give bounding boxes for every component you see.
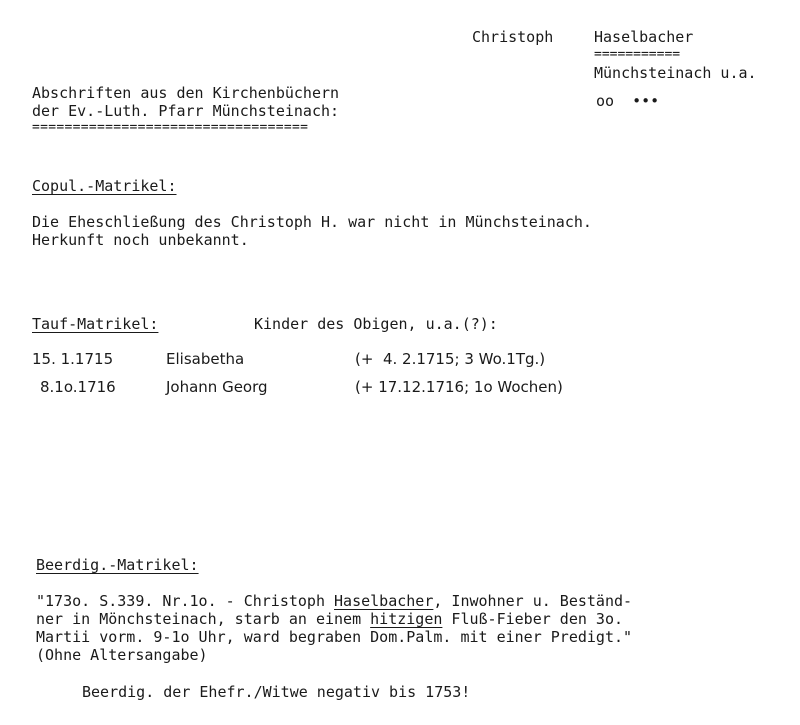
intro-line-1: Abschriften aus den Kirchenbüchern: [32, 84, 340, 102]
quote-hitzigen-underlined: hitzigen: [370, 610, 443, 628]
header-marks: oo •••: [596, 92, 660, 110]
copul-heading: Copul.-Matrikel:: [32, 177, 177, 195]
beerdig-quote-line-4: (Ohne Altersangabe): [36, 646, 208, 664]
header-place: Münchsteinach u.a.: [594, 64, 757, 82]
tauf-heading: Tauf-Matrikel:: [32, 315, 159, 333]
tauf-entry-1-note: (+ 4. 2.1715; 3 Wo.1Tg.): [355, 350, 546, 368]
beerdig-quote-line-3: Martii vorm. 9-1o Uhr, ward begraben Dom.Palm. mit einer Predigt.": [36, 628, 633, 646]
header-first-name: Christoph: [472, 28, 554, 46]
tauf-entry-1-date: 15. 1.1715: [32, 350, 114, 368]
quote-line2-part-1: ner in Mönchsteinach, starb an einem: [36, 610, 371, 628]
tauf-entry-2-note: (+ 17.12.1716; 1o Wochen): [355, 378, 563, 396]
quote-part-2: , Inwohner u. Beständ-: [433, 592, 633, 610]
header-surname-rule: ===========: [594, 47, 681, 62]
intro-line-2: der Ev.-Luth. Pfarr Münchsteinach:: [32, 102, 340, 120]
intro-rule: ==================================: [32, 120, 309, 135]
tauf-entry-2-name: Johann Georg: [166, 378, 268, 396]
header-surname: Haselbacher: [594, 28, 694, 46]
beerdig-quote-line-1: [36, 592, 632, 610]
beerdig-note: Beerdig. der Ehefr./Witwe negativ bis 1753!: [82, 683, 471, 701]
beerdig-heading: Beerdig.-Matrikel:: [36, 556, 199, 574]
beerdig-quote-line-2: [36, 610, 623, 628]
copul-line-1: Die Eheschließung des Christoph H. war nicht in Münchsteinach.: [32, 213, 592, 231]
tauf-subtitle: Kinder des Obigen, u.a.(?):: [254, 315, 498, 333]
copul-line-2: Herkunft noch unbekannt.: [32, 231, 249, 249]
quote-name-underlined: Haselbacher: [334, 592, 434, 610]
quote-line2-part-2: Fluß-Fieber den 3o.: [442, 610, 624, 628]
tauf-entry-1-name: Elisabetha: [166, 350, 245, 368]
tauf-entry-2-date: 8.1o.1716: [40, 378, 116, 396]
quote-part-1: "173o. S.339. Nr.1o. - Christoph: [36, 592, 335, 610]
